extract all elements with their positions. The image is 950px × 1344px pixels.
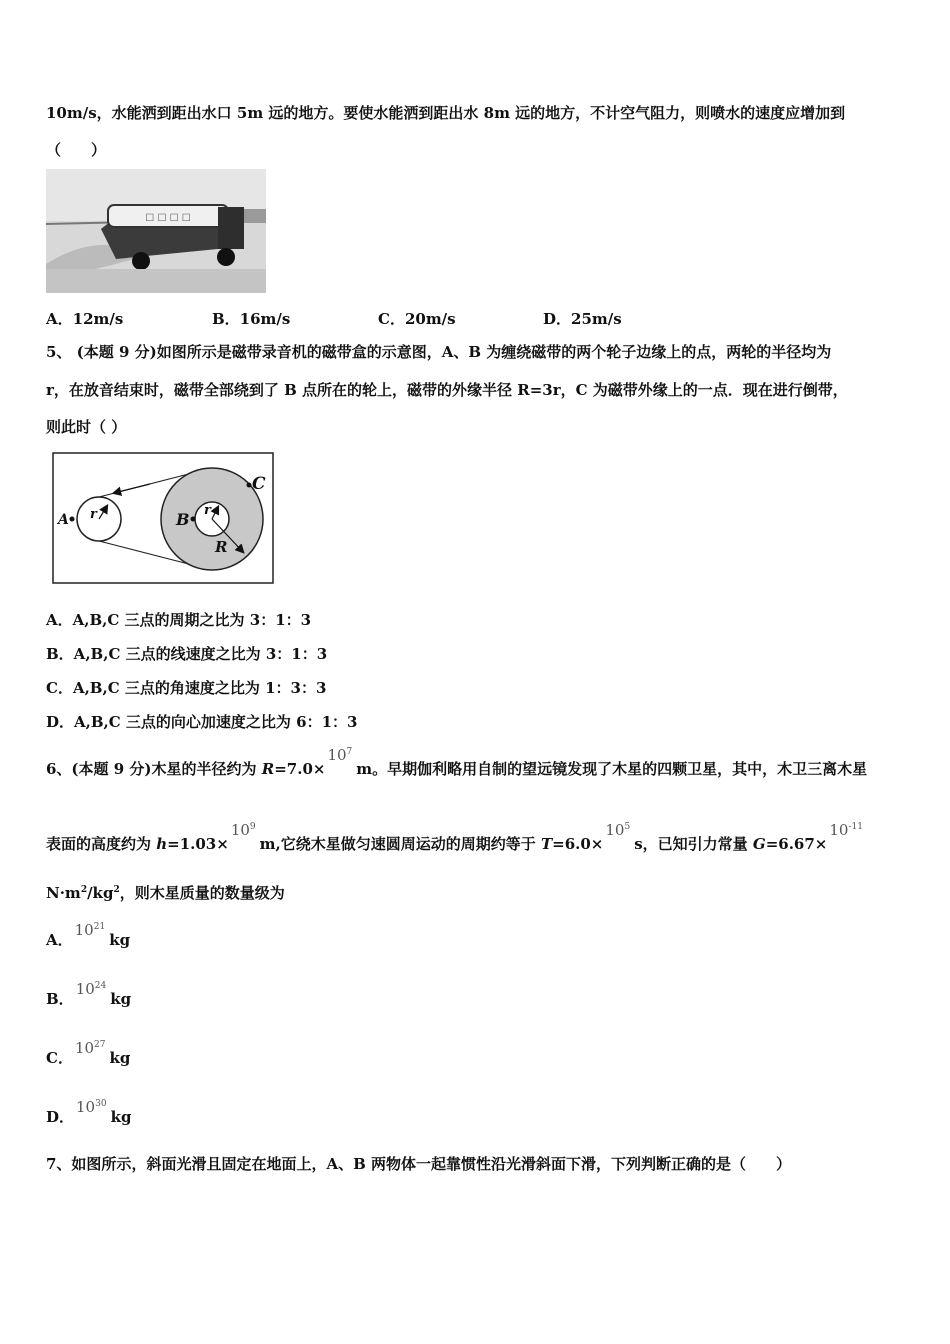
q6-option-c[interactable]: C．$10^{27}kg$ xyxy=(46,1039,131,1067)
q4-option-d[interactable]: D．25m/s xyxy=(543,310,622,328)
label-r-big: R xyxy=(215,538,228,556)
q6-option-a[interactable]: A．$10^{21}kg$ xyxy=(46,921,131,949)
truck-lettering: ☐ ☐ ☐ ☐ xyxy=(145,213,191,224)
q5-option-b[interactable]: B．A,B,C 三点的线速度之比为 3：1：3 xyxy=(46,645,328,663)
q4-option-c[interactable]: C．20m/s xyxy=(378,310,456,328)
q5-stem-line1: 5、 (本题 9 分)如图所示是磁带录音机的磁带盒的示意图，A、B 为缠绕磁带的两个轮子边缘上的点，两轮的半径均为 xyxy=(46,343,832,361)
q5-option-c[interactable]: C．A,B,C 三点的角速度之比为 1：3：3 xyxy=(46,679,327,697)
q4-stem-line2: （ ） xyxy=(46,141,107,159)
label-r-a: r xyxy=(90,507,97,522)
q5-option-d[interactable]: D．A,B,C 三点的向心加速度之比为 6：1：3 xyxy=(46,713,358,731)
q6-option-b[interactable]: B．$10^{24}kg$ xyxy=(46,980,132,1008)
tape-cassette-diagram xyxy=(52,452,274,584)
q5-stem-line3: 则此时（ ） xyxy=(46,418,127,436)
q4-option-a[interactable]: A．12m/s xyxy=(46,310,124,328)
q7-stem-line1: 7、如图所示，斜面光滑且固定在地面上，A、B 两物体一起靠惯性沿光滑斜面下滑，下列判断正确的是（ ） xyxy=(46,1155,791,1173)
q5-option-a[interactable]: A．A,B,C 三点的周期之比为 3：1：3 xyxy=(46,611,312,629)
q6-stem-line2: 表面的高度约为 $h=1.03\times 10^9m$,它绕木星做匀速圆周运动的周期约等于 $T=6.0\times 10^5s$，已知引力常量 $G=6.67\times 10^{-11}$ xyxy=(46,821,863,853)
label-r-b: r xyxy=(204,503,211,518)
q4-option-b[interactable]: B．16m/s xyxy=(212,310,291,328)
label-c: C xyxy=(252,474,266,494)
sprinkler-truck-photo xyxy=(46,169,266,293)
q6-option-d[interactable]: D．$10^{30}kg$ xyxy=(46,1098,132,1126)
label-a: A xyxy=(58,512,69,528)
q4-stem-line1: 10m/s，水能洒到距出水口 5m 远的地方。要使水能洒到距出水 8m 远的地方，不计空气阻力，则喷水的速度应增加到 xyxy=(46,104,846,122)
q6-stem-line3: $N\cdot m^2/kg^2$，则木星质量的数量级为 xyxy=(46,884,285,902)
q5-stem-line2: r，在放音结束时，磁带全部绕到了 B 点所在的轮上，磁带的外缘半径 R=3r，C 为磁带外缘上的一点．现在进行倒带， xyxy=(46,381,848,399)
q6-stem-line1: 6、(本题 9 分)木星的半径约为 $R=7.0\times 10^7m$。早期伽利略用自制的望远镜发现了木星的四颗卫星，其中，木卫三离木星 xyxy=(46,746,868,778)
label-b: B xyxy=(176,510,190,529)
